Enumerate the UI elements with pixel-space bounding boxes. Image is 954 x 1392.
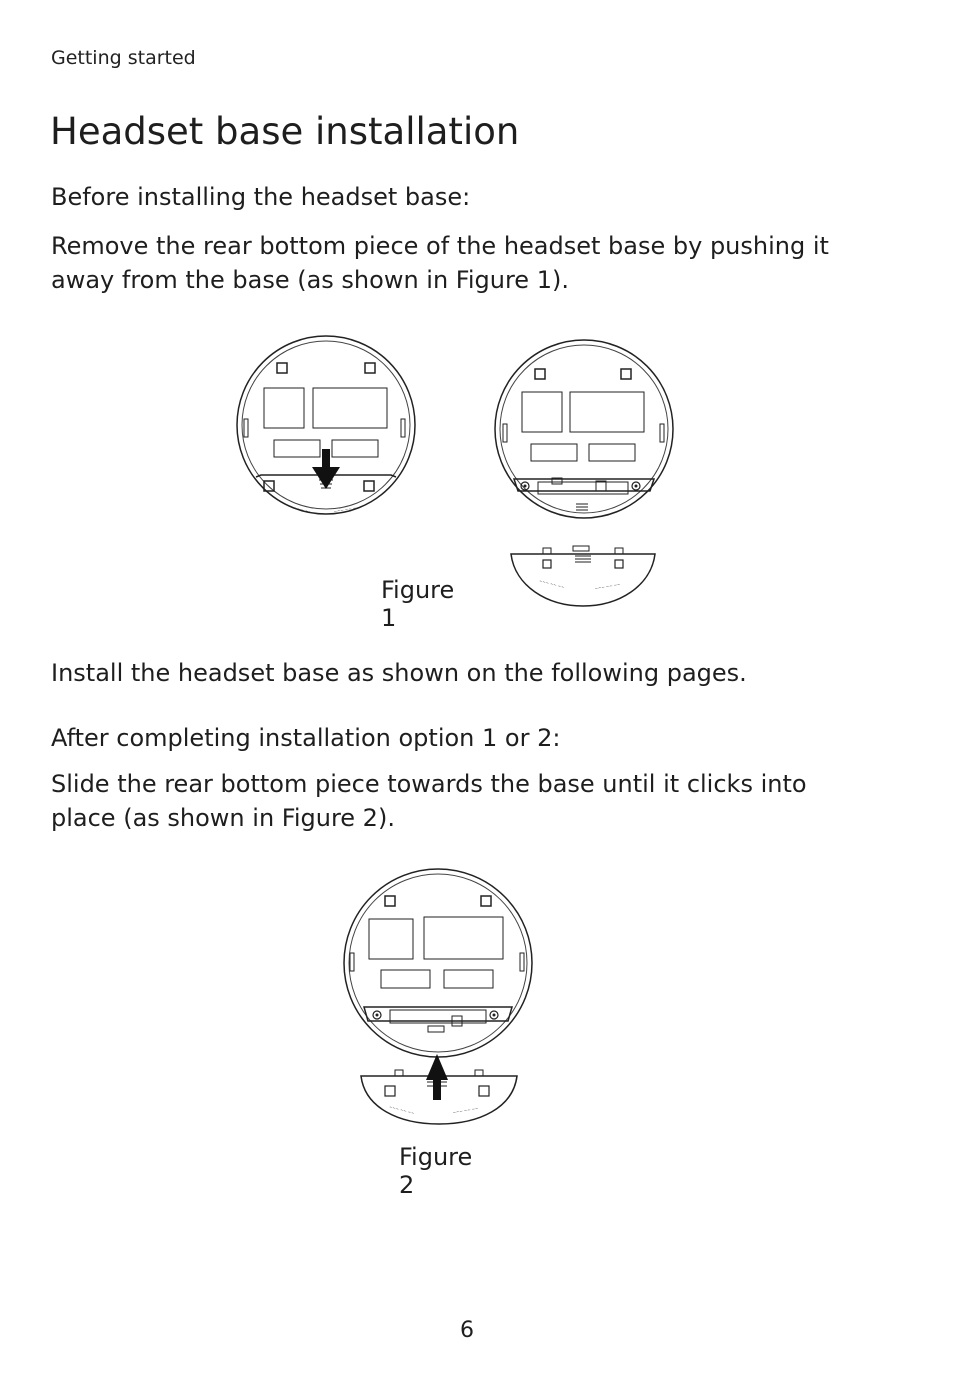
after-completing-label: After completing installation option 1 or 2: [51,724,561,752]
section-header: Getting started [51,47,196,69]
slide-instruction: Slide the rear bottom piece towards the base until it clicks into place (as shown in Figure 2). [51,770,807,832]
page-number: 6 [460,1318,474,1343]
svg-text:~~~ ~~ ~~: ~~~ ~~ ~~ [293,505,321,517]
headset-base-reattach-illustration [340,869,536,1065]
svg-text:~~~ ~~ ~~: ~~~ ~~ ~~ [594,581,621,591]
install-note: Install the headset base as shown on the following pages. [51,659,747,687]
figure-2-caption: Figure 2 [399,1143,473,1199]
figure-1-caption: Figure 1 [381,576,455,632]
headset-base-assembled-illustration [234,337,418,522]
before-installing-label: Before installing the headset base: [51,183,471,211]
svg-text:~~~ ~~ ~~: ~~~ ~~ ~~ [333,504,360,514]
svg-text:~~~ ~~ ~~: ~~~ ~~ ~~ [388,1104,416,1116]
page-title: Headset base installation [50,110,520,153]
rear-bottom-piece-reattach-illustration [359,1050,519,1126]
headset-base-open-illustration [492,341,676,526]
remove-instruction: Remove the rear bottom piece of the headset base by pushing it away from the base (as shown in Figure 1). [51,232,829,294]
svg-text:~~~ ~~ ~~: ~~~ ~~ ~~ [538,578,566,590]
rear-bottom-piece-illustration [509,546,657,610]
svg-text:~~~ ~~ ~~: ~~~ ~~ ~~ [452,1105,479,1115]
